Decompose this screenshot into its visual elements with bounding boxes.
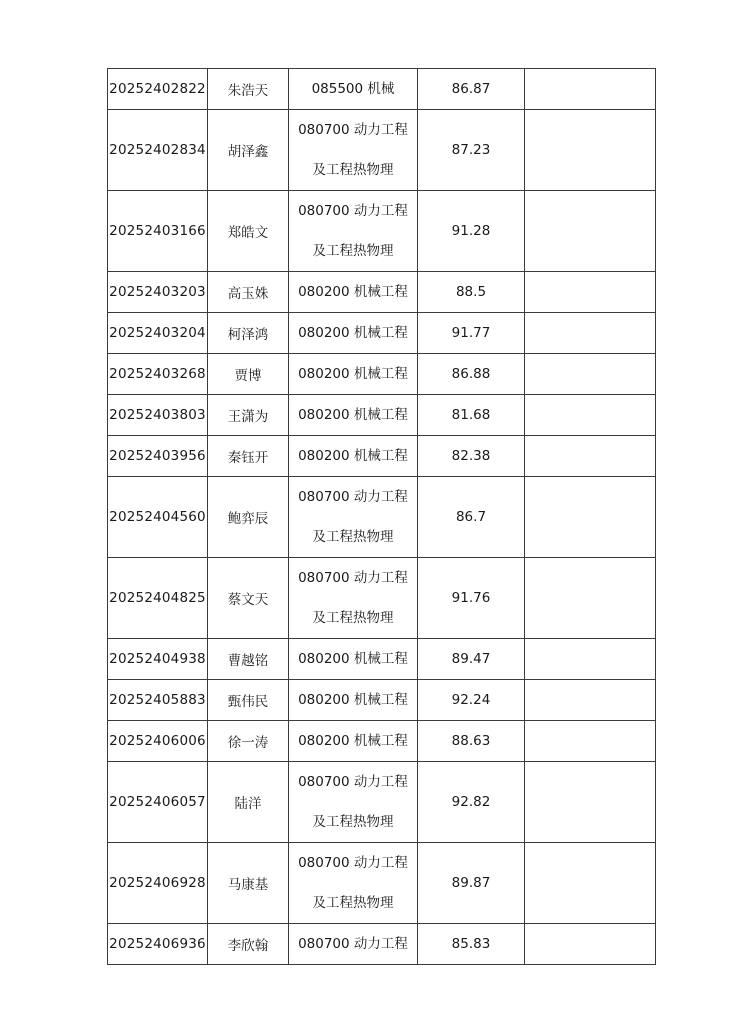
note-cell [525, 924, 656, 965]
note-cell [525, 639, 656, 680]
candidate-name-cell: 秦钰开 [208, 436, 289, 477]
score-cell: 85.83 [418, 924, 525, 965]
major-cell [289, 477, 418, 558]
major-line: 080700 动力工程 [298, 122, 408, 138]
table-row [108, 680, 656, 721]
major-cell [289, 313, 418, 354]
score-cell: 91.77 [418, 313, 525, 354]
candidate-name-cell: 王潇为 [208, 395, 289, 436]
table-row [108, 639, 656, 680]
note-cell [525, 558, 656, 639]
note-cell [525, 721, 656, 762]
major-line: 及工程热物理 [312, 610, 394, 626]
major-cell [289, 721, 418, 762]
major-line: 080700 动力工程 [298, 855, 408, 871]
major-line: 及工程热物理 [312, 243, 394, 259]
table-row [108, 69, 656, 110]
candidate-id-cell: 20252404825 [108, 558, 208, 639]
major-line: 及工程热物理 [312, 814, 394, 830]
candidate-name-cell: 郑皓文 [208, 191, 289, 272]
note-cell [525, 395, 656, 436]
major-line: 080200 机械工程 [298, 284, 408, 300]
candidate-id-cell: 20252404938 [108, 639, 208, 680]
score-cell: 82.38 [418, 436, 525, 477]
major-line: 080200 机械工程 [298, 651, 408, 667]
table-row [108, 721, 656, 762]
major-line: 080200 机械工程 [298, 325, 408, 341]
candidate-name-cell: 柯泽鸿 [208, 313, 289, 354]
major-line: 080700 动力工程 [298, 203, 408, 219]
candidate-name-cell: 李欣翰 [208, 924, 289, 965]
note-cell [525, 191, 656, 272]
major-cell [289, 69, 418, 110]
score-cell: 92.24 [418, 680, 525, 721]
candidate-id-cell: 20252406006 [108, 721, 208, 762]
major-line: 080200 机械工程 [298, 733, 408, 749]
candidate-id-cell: 20252403203 [108, 272, 208, 313]
major-cell [289, 436, 418, 477]
major-line: 080700 动力工程 [298, 774, 408, 790]
major-cell [289, 110, 418, 191]
candidate-id-cell: 20252403166 [108, 191, 208, 272]
candidate-name-cell: 陆洋 [208, 762, 289, 843]
candidate-name-cell: 蔡文天 [208, 558, 289, 639]
candidate-id-cell: 20252406057 [108, 762, 208, 843]
note-cell [525, 272, 656, 313]
table-row [108, 110, 656, 191]
candidate-name-cell: 朱浩天 [208, 69, 289, 110]
candidate-id-cell: 20252404560 [108, 477, 208, 558]
major-line: 080700 动力工程 [298, 570, 408, 586]
table-row [108, 354, 656, 395]
score-cell: 92.82 [418, 762, 525, 843]
table-row [108, 191, 656, 272]
major-line: 及工程热物理 [312, 895, 394, 911]
score-cell: 81.68 [418, 395, 525, 436]
major-line: 及工程热物理 [312, 162, 394, 178]
candidate-name-cell: 贾博 [208, 354, 289, 395]
candidate-name-cell: 胡泽鑫 [208, 110, 289, 191]
candidate-id-cell: 20252402822 [108, 69, 208, 110]
table-row [108, 762, 656, 843]
note-cell [525, 680, 656, 721]
note-cell [525, 313, 656, 354]
candidate-id-cell: 20252406928 [108, 843, 208, 924]
candidate-id-cell: 20252403204 [108, 313, 208, 354]
table-row [108, 272, 656, 313]
note-cell [525, 110, 656, 191]
score-cell: 89.47 [418, 639, 525, 680]
major-line: 080200 机械工程 [298, 448, 408, 464]
table-row [108, 924, 656, 965]
score-cell: 88.5 [418, 272, 525, 313]
major-cell [289, 639, 418, 680]
note-cell [525, 843, 656, 924]
candidate-name-cell: 曹越铭 [208, 639, 289, 680]
score-cell: 89.87 [418, 843, 525, 924]
admission-results-table [107, 68, 656, 965]
table-row [108, 843, 656, 924]
candidate-id-cell: 20252406936 [108, 924, 208, 965]
candidate-id-cell: 20252403268 [108, 354, 208, 395]
note-cell [525, 354, 656, 395]
results-table-body [108, 69, 656, 965]
note-cell [525, 477, 656, 558]
candidate-id-cell: 20252403803 [108, 395, 208, 436]
table-row [108, 436, 656, 477]
score-cell: 86.87 [418, 69, 525, 110]
major-line: 080200 机械工程 [298, 366, 408, 382]
major-line: 085500 机械 [311, 81, 395, 97]
major-cell [289, 680, 418, 721]
major-cell [289, 191, 418, 272]
major-cell [289, 558, 418, 639]
major-line: 080700 动力工程 [298, 936, 408, 952]
score-cell: 91.28 [418, 191, 525, 272]
score-cell: 86.7 [418, 477, 525, 558]
note-cell [525, 762, 656, 843]
candidate-name-cell: 徐一涛 [208, 721, 289, 762]
table-row [108, 558, 656, 639]
major-cell [289, 843, 418, 924]
major-line: 080700 动力工程 [298, 489, 408, 505]
major-cell [289, 762, 418, 843]
table-row [108, 477, 656, 558]
major-cell [289, 924, 418, 965]
note-cell [525, 436, 656, 477]
major-cell [289, 395, 418, 436]
major-cell [289, 354, 418, 395]
candidate-name-cell: 鲍弈辰 [208, 477, 289, 558]
score-cell: 91.76 [418, 558, 525, 639]
major-cell [289, 272, 418, 313]
major-line: 080200 机械工程 [298, 692, 408, 708]
major-line: 及工程热物理 [312, 529, 394, 545]
candidate-name-cell: 马康基 [208, 843, 289, 924]
candidate-name-cell: 甄伟民 [208, 680, 289, 721]
table-row [108, 395, 656, 436]
table-row [108, 313, 656, 354]
major-line: 080200 机械工程 [298, 407, 408, 423]
candidate-name-cell: 高玉姝 [208, 272, 289, 313]
candidate-id-cell: 20252405883 [108, 680, 208, 721]
score-cell: 88.63 [418, 721, 525, 762]
score-cell: 87.23 [418, 110, 525, 191]
score-cell: 86.88 [418, 354, 525, 395]
note-cell [525, 69, 656, 110]
candidate-id-cell: 20252402834 [108, 110, 208, 191]
candidate-id-cell: 20252403956 [108, 436, 208, 477]
